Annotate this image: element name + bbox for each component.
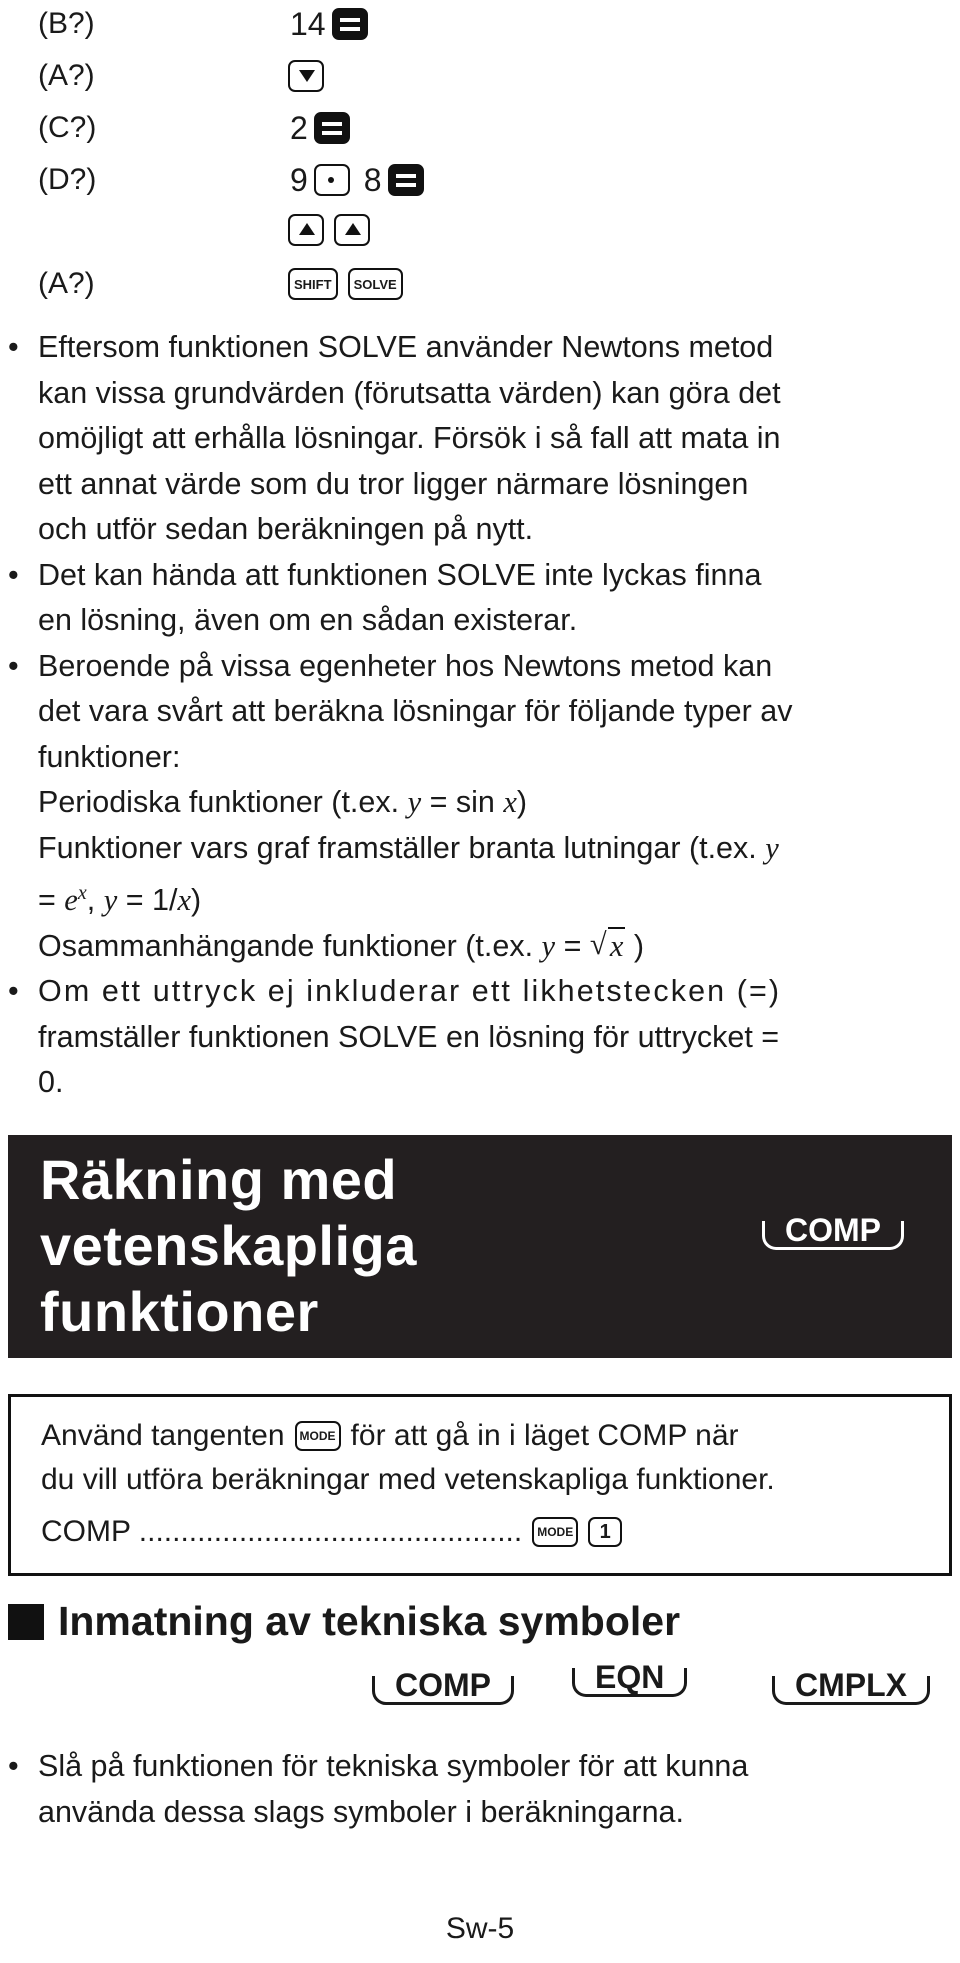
solve-key-icon: SOLVE <box>348 268 403 300</box>
periodic-example: Periodiska funktioner (t.ex. y = sin x) <box>38 785 528 819</box>
digit-text: 2 <box>290 109 308 146</box>
equals-key-icon <box>314 112 350 144</box>
discontinuous-example: Osammanhängande funktioner (t.ex. y = √ x ) <box>38 924 928 970</box>
mode-key-icon: MODE <box>295 1421 341 1451</box>
steep-example-cont: = $e^x$, y = 1/x) <box>38 882 202 918</box>
mode-indicator-comp: COMP <box>372 1676 514 1705</box>
mode-indicator-comp: COMP <box>762 1221 904 1250</box>
digit-text: 8 <box>363 161 382 198</box>
step-label: (D?) <box>38 163 97 196</box>
bullet-icon: • <box>8 974 19 1009</box>
down-arrow-key-icon <box>288 60 324 92</box>
one-key-icon: 1 <box>588 1517 622 1547</box>
sqrt-symbol-icon: √ x <box>590 924 626 970</box>
notes-list <box>8 325 928 1106</box>
shift-key-icon: SHIFT <box>288 268 338 300</box>
note-bullet: • Slå på funktionen för tekniska symboler för att kunna använda dessa slags symboler i beräkningarna. <box>38 1744 928 1835</box>
mode-indicator-cmplx: CMPLX <box>772 1676 930 1705</box>
notes-list <box>8 1744 928 1835</box>
up-arrow-key-icon <box>334 214 370 246</box>
mode-indicator-eqn: EQN <box>572 1668 687 1697</box>
steep-example: Funktioner vars graf framställer branta lutningar (t.ex. y <box>38 830 779 865</box>
bullet-icon: • <box>8 330 19 364</box>
note-bullet: • Eftersom funktionen SOLVE använder Newtons metod kan vissa grundvärden (förutsatta värden) kan göra det omöjligt att erhålla lösningar. Försök i så fall att mata in ett annat värde som du tror ligger närmare lösningen och utför sedan beräkningen på nytt. <box>38 325 928 553</box>
note-bullet: • Beroende på vissa egenheter hos Newtons metod kan det vara svårt att beräkna lösningar för följande typer av funktioner: Periodiska funktioner (t.ex. y = sin x) Funktioner vars graf framställer branta lutningar (t.ex. y = $e^x$, y = 1/x) Osammanhängande funktioner (t.ex. y = √ x ) <box>38 644 928 970</box>
bullet-icon: • <box>8 557 19 592</box>
equals-key-icon <box>332 8 368 40</box>
step-label: (C?) <box>38 111 97 144</box>
chapter-banner <box>8 1135 952 1358</box>
section-heading: Inmatning av tekniska symboler <box>8 1598 680 1645</box>
dot-key-icon <box>314 164 350 196</box>
up-arrow-key-icon <box>288 214 324 246</box>
note-bullet: • Om ett uttryck ej inkluderar ett likhetstecken (=) framställer funktionen SOLVE en lösning för uttrycket = 0. <box>38 969 928 1106</box>
note-bullet: • Det kan hända att funktionen SOLVE inte lyckas finna en lösning, även om en sådan existerar. <box>38 553 928 644</box>
mode-key-icon: MODE <box>532 1517 578 1547</box>
page-number: Sw-5 <box>445 1912 515 1945</box>
step-label: (B?) <box>38 7 95 40</box>
step-label: (A?) <box>38 267 95 300</box>
bullet-icon: • <box>8 648 19 683</box>
equals-key-icon <box>388 164 424 196</box>
digit-text: 9 <box>290 161 308 198</box>
square-bullet-icon <box>8 1604 44 1640</box>
bullet-icon: • <box>8 1749 19 1783</box>
step-label: (A?) <box>38 59 95 92</box>
chapter-title: Räkning med vetenskapliga funktioner <box>40 1148 417 1343</box>
digit-text: 14 <box>290 5 326 42</box>
info-box: Använd tangenten MODE för att gå in i läget COMP när du vill utföra beräkningar med vetenskapliga funktioner. COMP .............................................. MODE 1 <box>8 1394 952 1576</box>
